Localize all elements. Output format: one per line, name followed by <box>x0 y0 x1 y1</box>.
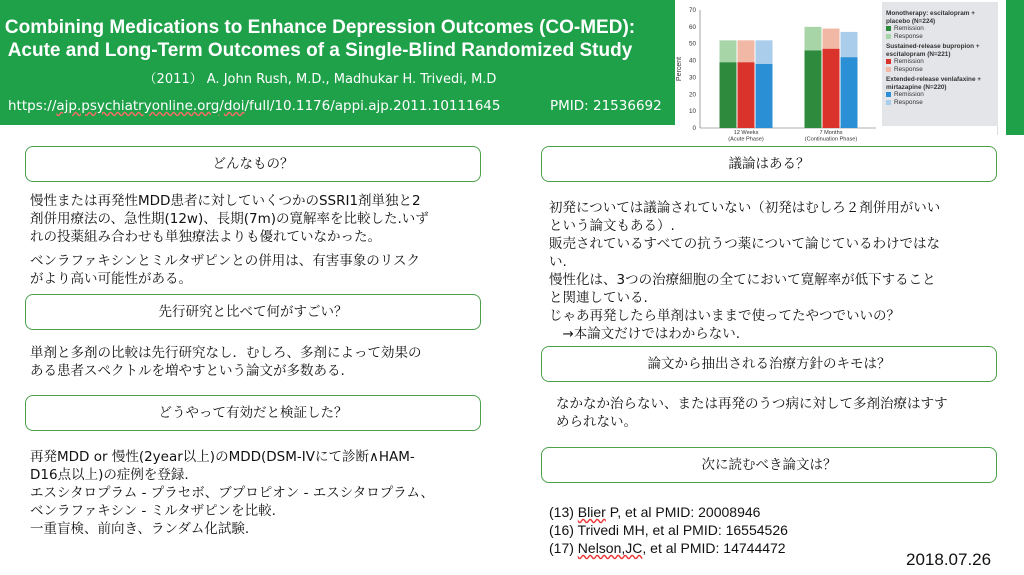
legend-swatch <box>886 26 891 31</box>
ref-number: (16) <box>549 522 578 538</box>
legend-swatch <box>886 100 891 105</box>
section-takeaway-text <box>556 395 996 431</box>
section-next-refs <box>549 503 997 557</box>
what-line: 慢性または再発性MDD患者に対していくつかのSSRI1剤単独と2 <box>30 193 421 209</box>
discussion-line: と関連している. <box>549 290 648 306</box>
legend-entry <box>886 66 994 74</box>
discussion-line: →本論文だけではわからない. <box>549 326 741 342</box>
bar-response <box>805 27 822 51</box>
y-tick-label: 30 <box>688 74 696 82</box>
y-axis-label: Percent <box>676 56 683 82</box>
legend-label: Response <box>894 98 923 106</box>
url-path: /full/10.1176/appi.ajp.2011.10111645 <box>244 98 501 114</box>
y-tick-label: 0 <box>692 125 696 132</box>
x-category-label: (Continuation Phase) <box>804 136 858 143</box>
y-tick-label: 70 <box>688 7 696 14</box>
paper-url[interactable] <box>8 98 500 114</box>
discussion-line: い. <box>549 254 567 270</box>
x-category-label: (Acute Phase) <box>728 136 764 143</box>
legend-group-title: Extended-release venlafaxine + mirtazapine (N=220) <box>886 76 982 91</box>
method-line: ベンラファキシン - ミルタザピンを比較. <box>30 503 276 519</box>
bar-remission <box>756 64 773 128</box>
method-line: D16点以上)の症例を登録. <box>30 467 189 483</box>
legend-entry <box>886 58 994 66</box>
bar-response <box>841 32 858 57</box>
what-line: がより高い可能性がある。 <box>30 271 192 287</box>
legend-label: Response <box>894 65 923 73</box>
takeaway-line: なかなか治らない、または再発のうつ病に対して多剤治療はすす <box>556 396 948 412</box>
bar-remission <box>823 49 840 128</box>
legend-swatch <box>886 92 891 97</box>
ref-rest: Trivedi MH, et al PMID: 16554526 <box>577 522 788 538</box>
chart-legend <box>882 2 998 126</box>
bar-remission <box>720 62 737 128</box>
section-what-text <box>30 192 490 288</box>
method-line: 一重盲検、前向き、ランダム化試験. <box>30 521 250 537</box>
paper-authors: （2011） A. John Rush, M.D., Madhukar H. Trivedi, M.D <box>143 72 497 87</box>
legend-group-title: Monotherapy: escitalopram + placebo (N=224) <box>886 10 975 25</box>
legend-entry <box>886 25 994 33</box>
section-novelty-text <box>30 344 490 380</box>
what-line: 剤併用療法の、急性期(12w)、長期(7m)の寛解率を比較した.いず <box>30 211 429 227</box>
heading-next: 次に読むべき論文は？ <box>541 447 997 483</box>
title-banner <box>0 0 675 125</box>
heading-novelty: 先行研究と比べて何がすごい？ <box>25 294 481 330</box>
legend-entry <box>886 33 994 41</box>
discussion-line: 初発については議論されていない（初発はむしろ２剤併用がいい <box>549 200 941 216</box>
paper-title-line-1: Combining Medications to Enhance Depression Outcomes (CO-MED): <box>4 17 636 38</box>
x-category-label: 12 Weeks <box>733 130 759 136</box>
paper-title <box>0 16 640 62</box>
discussion-line: じゃあ再発したら単剤はいままで使ってたやつでいいの？ <box>549 308 900 324</box>
discussion-line: 販売されているすべての抗うつ薬について論じているわけではな <box>549 236 940 252</box>
heading-what: どんなもの？ <box>25 146 481 182</box>
discussion-line: 慢性化は、3つの治療細胞の全てにおいて寛解率が低下すること <box>549 272 936 288</box>
ref-rest: , et al PMID: 14744472 <box>642 540 786 556</box>
reference-item <box>549 503 997 521</box>
remission-response-chart <box>676 2 882 143</box>
method-line: エスシタロプラム - プラセボ、ブプロピオン - エスシタロプラム、 <box>30 485 434 501</box>
url-host: ajp.psychiatryonline.org <box>56 98 220 114</box>
legend-entry <box>886 91 994 99</box>
reference-item <box>549 521 997 539</box>
date-label: 2018.07.26 <box>906 550 992 569</box>
ref-number: (17) <box>549 540 578 556</box>
legend-swatch <box>886 34 891 39</box>
novelty-line: 単剤と多剤の比較は先行研究なし．むしろ、多剤によって効果の <box>30 345 422 361</box>
legend-swatch <box>886 59 891 64</box>
section-discussion-text <box>549 199 997 343</box>
bar-response <box>756 40 773 64</box>
bar-response <box>823 29 840 49</box>
legend-swatch <box>886 67 891 72</box>
y-tick-label: 50 <box>688 40 696 48</box>
novelty-line: ある患者スペクトルを増やすという論文が多数ある. <box>30 363 345 379</box>
legend-group-title: Sustained-release bupropion + escitalopram (N=221) <box>886 43 980 58</box>
bar-remission <box>738 62 755 128</box>
ref-author: Blier <box>577 504 606 520</box>
url-scheme: https:// <box>8 98 57 114</box>
y-tick-label: 10 <box>688 108 696 116</box>
legend-label: Response <box>894 32 923 40</box>
method-line: 再発MDD or 慢性(2year以上)のMDD(DSM-IVにて診断∧HAM- <box>30 449 415 465</box>
section-method-text <box>30 448 490 538</box>
results-figure <box>676 2 998 143</box>
y-tick-label: 20 <box>688 91 696 99</box>
ref-author: Nelson,JC <box>577 540 643 556</box>
what-line: ベンラファキシンとミルタザピンとの併用は、有害事象のリスク <box>30 253 420 269</box>
heading-discussion: 議論はある？ <box>541 146 997 182</box>
y-tick-label: 40 <box>688 57 696 65</box>
y-tick-label: 60 <box>688 23 696 31</box>
heading-takeaway: 論文から抽出される治療方針のキモは？ <box>541 346 997 382</box>
url-doi: doi <box>223 98 245 114</box>
what-line: れの投薬組み合わせも単独療法よりも優れていなかった。 <box>30 229 381 245</box>
bar-remission <box>841 57 858 128</box>
legend-label: Remission <box>894 58 924 65</box>
ref-number: (13) <box>549 504 578 520</box>
ref-rest: P, et al PMID: 20008946 <box>605 504 761 520</box>
takeaway-line: められない。 <box>556 414 637 430</box>
heading-method: どうやって有効だと検証した？ <box>25 395 481 431</box>
legend-entry <box>886 99 994 107</box>
x-category-label: 7 Months <box>819 130 843 136</box>
legend-label: Remission <box>894 25 924 32</box>
bar-response <box>738 40 755 62</box>
paper-pmid: PMID: 21536692 <box>550 98 662 114</box>
paper-title-line-2: Acute and Long-Term Outcomes of a Single-Blind Randomized Study <box>7 40 633 61</box>
url-sep: / <box>219 98 224 114</box>
legend-label: Remission <box>894 91 924 98</box>
accent-strip <box>1006 0 1024 135</box>
bar-remission <box>805 50 822 128</box>
discussion-line: という論文もある）. <box>549 218 675 234</box>
bar-response <box>720 40 737 62</box>
